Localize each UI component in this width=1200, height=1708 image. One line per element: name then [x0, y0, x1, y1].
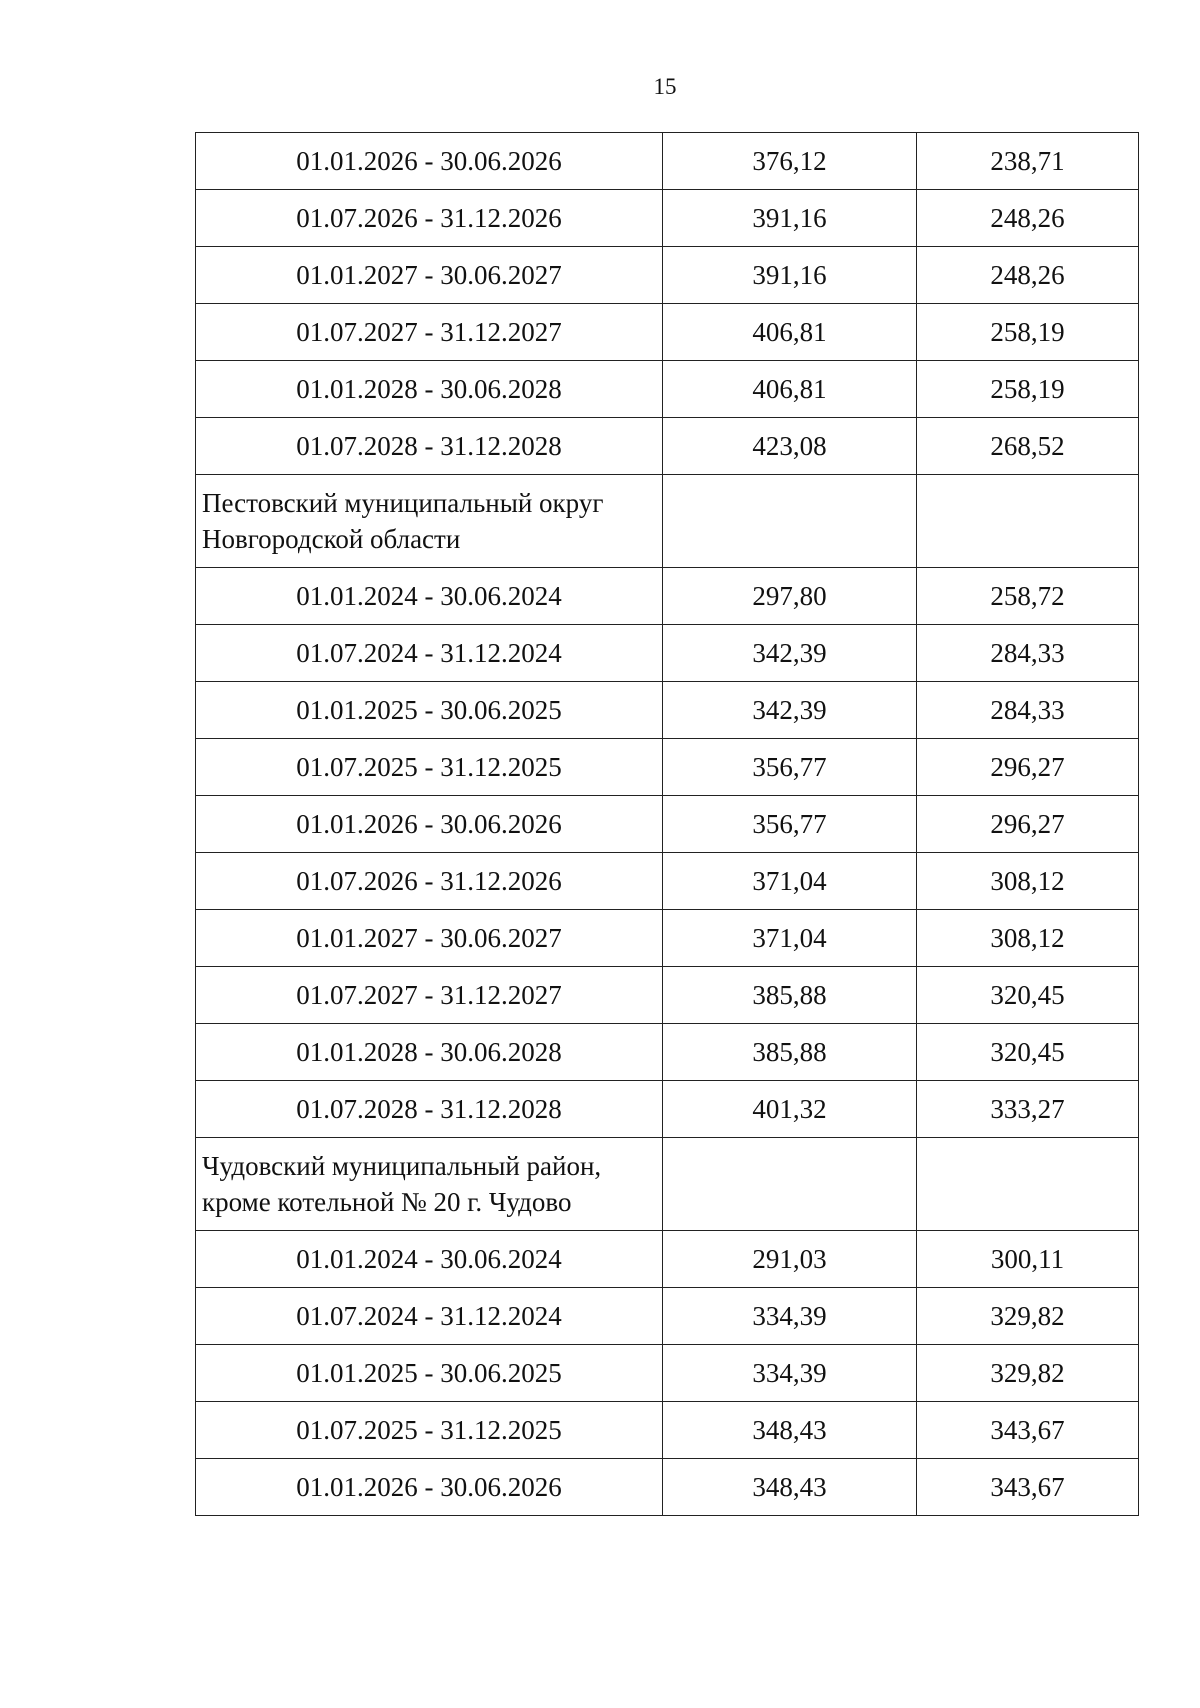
table-row: [196, 625, 1139, 682]
value1-cell: 406,81: [663, 361, 917, 418]
section-name-cell: [196, 1138, 663, 1231]
value2-cell: 329,82: [917, 1345, 1139, 1402]
table-row: [196, 682, 1139, 739]
period-cell: 01.07.2025 - 31.12.2025: [196, 739, 663, 796]
value1-cell: 371,04: [663, 910, 917, 967]
period-cell: 01.01.2028 - 30.06.2028: [196, 361, 663, 418]
value2-cell: 343,67: [917, 1402, 1139, 1459]
table-row: [196, 853, 1139, 910]
value1-cell: 385,88: [663, 1024, 917, 1081]
section-name-cell: [196, 475, 663, 568]
period-cell: 01.01.2027 - 30.06.2027: [196, 247, 663, 304]
empty-cell: [663, 475, 917, 568]
table-row: [196, 1459, 1139, 1516]
value1-cell: 391,16: [663, 190, 917, 247]
value1-cell: 348,43: [663, 1402, 917, 1459]
period-cell: 01.07.2024 - 31.12.2024: [196, 1288, 663, 1345]
value2-cell: 296,27: [917, 739, 1139, 796]
table-body: [196, 133, 1139, 1516]
table-row: [196, 1288, 1139, 1345]
value2-cell: 300,11: [917, 1231, 1139, 1288]
period-cell: 01.07.2026 - 31.12.2026: [196, 853, 663, 910]
value2-cell: 320,45: [917, 1024, 1139, 1081]
value2-cell: 258,19: [917, 361, 1139, 418]
empty-cell: [663, 1138, 917, 1231]
value2-cell: 238,71: [917, 133, 1139, 190]
value1-cell: 385,88: [663, 967, 917, 1024]
section-name-line: Чудовский муниципальный район,: [202, 1150, 602, 1181]
value2-cell: 343,67: [917, 1459, 1139, 1516]
table-row: [196, 568, 1139, 625]
empty-cell: [917, 475, 1139, 568]
period-cell: 01.07.2025 - 31.12.2025: [196, 1402, 663, 1459]
value2-cell: 258,72: [917, 568, 1139, 625]
value2-cell: 333,27: [917, 1081, 1139, 1138]
period-cell: 01.01.2024 - 30.06.2024: [196, 568, 663, 625]
value2-cell: 284,33: [917, 625, 1139, 682]
value2-cell: 296,27: [917, 796, 1139, 853]
value2-cell: 308,12: [917, 853, 1139, 910]
value1-cell: 291,03: [663, 1231, 917, 1288]
period-cell: 01.07.2026 - 31.12.2026: [196, 190, 663, 247]
period-cell: 01.01.2027 - 30.06.2027: [196, 910, 663, 967]
value1-cell: 391,16: [663, 247, 917, 304]
value1-cell: 356,77: [663, 739, 917, 796]
value1-cell: 406,81: [663, 304, 917, 361]
period-cell: 01.07.2028 - 31.12.2028: [196, 418, 663, 475]
value1-cell: 376,12: [663, 133, 917, 190]
table-row: [196, 304, 1139, 361]
table-row: [196, 190, 1139, 247]
table-row: [196, 1345, 1139, 1402]
value1-cell: 356,77: [663, 796, 917, 853]
empty-cell: [917, 1138, 1139, 1231]
value1-cell: 401,32: [663, 1081, 917, 1138]
period-cell: 01.01.2026 - 30.06.2026: [196, 796, 663, 853]
table-row: [196, 967, 1139, 1024]
value2-cell: 308,12: [917, 910, 1139, 967]
page-number: 15: [653, 74, 677, 99]
period-cell: 01.01.2028 - 30.06.2028: [196, 1024, 663, 1081]
table-row: [196, 910, 1139, 967]
value2-cell: 248,26: [917, 247, 1139, 304]
period-cell: 01.07.2027 - 31.12.2027: [196, 304, 663, 361]
table-row: [196, 418, 1139, 475]
value1-cell: 342,39: [663, 682, 917, 739]
section-header-row: [196, 475, 1139, 568]
value1-cell: 342,39: [663, 625, 917, 682]
period-cell: 01.01.2026 - 30.06.2026: [196, 133, 663, 190]
table-row: [196, 133, 1139, 190]
value2-cell: 258,19: [917, 304, 1139, 361]
table-row: [196, 361, 1139, 418]
section-name-line: Пестовский муниципальный округ: [202, 487, 604, 518]
value2-cell: 284,33: [917, 682, 1139, 739]
table-row: [196, 1231, 1139, 1288]
table-row: [196, 1402, 1139, 1459]
tariff-table: [195, 132, 1139, 1516]
value1-cell: 423,08: [663, 418, 917, 475]
value1-cell: 348,43: [663, 1459, 917, 1516]
section-name-line: Новгородской области: [202, 524, 461, 554]
table-row: [196, 1081, 1139, 1138]
period-cell: 01.07.2028 - 31.12.2028: [196, 1081, 663, 1138]
period-cell: 01.01.2025 - 30.06.2025: [196, 1345, 663, 1402]
value2-cell: 248,26: [917, 190, 1139, 247]
value1-cell: 334,39: [663, 1288, 917, 1345]
value2-cell: 320,45: [917, 967, 1139, 1024]
period-cell: 01.07.2024 - 31.12.2024: [196, 625, 663, 682]
period-cell: 01.01.2024 - 30.06.2024: [196, 1231, 663, 1288]
period-cell: 01.01.2025 - 30.06.2025: [196, 682, 663, 739]
table-row: [196, 1024, 1139, 1081]
value2-cell: 329,82: [917, 1288, 1139, 1345]
table-row: [196, 796, 1139, 853]
table-row: [196, 739, 1139, 796]
value2-cell: 268,52: [917, 418, 1139, 475]
section-name-line: кроме котельной № 20 г. Чудово: [202, 1187, 572, 1217]
table-row: [196, 247, 1139, 304]
section-header-row: [196, 1138, 1139, 1231]
value1-cell: 297,80: [663, 568, 917, 625]
period-cell: 01.01.2026 - 30.06.2026: [196, 1459, 663, 1516]
value1-cell: 334,39: [663, 1345, 917, 1402]
period-cell: 01.07.2027 - 31.12.2027: [196, 967, 663, 1024]
value1-cell: 371,04: [663, 853, 917, 910]
